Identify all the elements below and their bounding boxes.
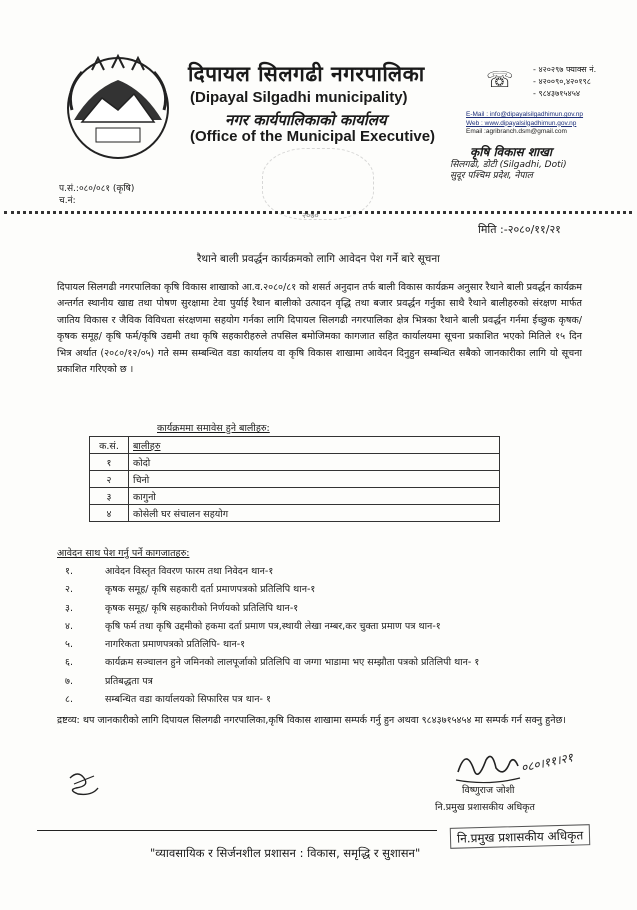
table-cell-name: चिनो: [129, 471, 500, 488]
branch-address-line: सुदूर पश्चिम प्रदेश, नेपाल: [450, 171, 533, 181]
branch-email: Email :agribranch.dsm@gmail.com: [466, 128, 567, 135]
note-paragraph: द्रष्टव्य: थप जानकारीको लागि दिपायल सिलगढी नगरपालिका,कृषि विकास शाखामा सम्पर्क गर्नु हुन अथवा ९८४३७१५४५४ मा सम्पर्क गर्न सक्नु हुनेछ।: [57, 715, 566, 726]
signer-name: विष्णुराज जोशी: [462, 785, 515, 796]
table-header-sn: क.सं.: [90, 437, 129, 454]
table-cell-sn: २: [90, 471, 129, 488]
list-item-text: प्रतिबद्धता पत्र: [105, 675, 153, 687]
list-item-text: नागरिकता प्रमाणपत्रको प्रतिलिपि- थान-१: [105, 639, 246, 651]
reference-number: प.सं.:०८०/०८१ (कृषि): [59, 184, 135, 194]
list-item-number: ८.: [65, 694, 73, 706]
list-item: [65, 600, 585, 618]
list-item: [65, 673, 585, 691]
handwritten-date: ०८०।११।२१: [519, 750, 575, 775]
branch-address-line: सिलगढी, डोटी (Silgadhi, Doti): [450, 160, 567, 170]
phone-number: - ९८४३७१५४५४: [533, 88, 596, 100]
footer-divider: [37, 830, 437, 831]
list-item: [65, 581, 585, 599]
list-item: [65, 563, 585, 581]
table-cell-name: कोदो: [129, 454, 500, 471]
table-cell-sn: ३: [90, 488, 129, 505]
initial-mark: [64, 768, 104, 798]
table-row: [90, 488, 500, 505]
list-item-number: ४.: [65, 620, 73, 632]
telephone-icon: ☏: [486, 68, 514, 93]
designation-stamp: नि.प्रमुख प्रशासकीय अधिकृत: [450, 824, 591, 849]
table-header-name: बालीहरु: [129, 437, 500, 454]
list-item: [65, 618, 585, 636]
municipality-emblem: [62, 50, 174, 162]
list-item: [65, 691, 585, 709]
crops-table: [89, 436, 500, 522]
list-item-number: ७.: [65, 675, 73, 687]
website-link[interactable]: Web : www.dipayalsilgadhimun.gov.np: [466, 119, 577, 127]
phone-number: - ४२०२९७ फ्याक्स नं.: [533, 64, 596, 76]
list-item-number: ६.: [65, 657, 73, 669]
dispatch-number: च.नं:: [59, 196, 76, 206]
list-item-number: ३.: [65, 602, 73, 614]
contact-emails: [466, 111, 583, 137]
notice-date: मिति :-२०८०/११/२१: [478, 223, 561, 236]
list-item-text: कृषि फर्म तथा कृषि उद्दमीको हकमा दर्ता प्रमाण पत्र,स्थायी लेखा नम्बर,कर चुक्ता प्रमाण पत्र थान-१: [105, 620, 441, 632]
email-link[interactable]: E-Mail : info@dipayalsilgadhimun.gov.np: [466, 111, 584, 118]
table-row: [90, 454, 500, 471]
phone-numbers: [533, 64, 596, 100]
table-header-row: [90, 437, 500, 454]
table-cell-sn: ४: [90, 505, 129, 522]
documents-list: [65, 563, 585, 709]
list-item: [65, 636, 585, 654]
crops-caption: कार्यक्रममा समावेस हुने बालीहरु:: [157, 423, 270, 434]
list-item: [65, 654, 585, 672]
documents-caption: आवेदन साथ पेश गर्नु पर्ने कागजातहरु:: [57, 548, 190, 559]
branch-name: कृषि विकास शाखा: [470, 145, 553, 159]
table-cell-sn: १: [90, 454, 129, 471]
notice-body: दिपायल सिलगढी नगरपालिका कृषि विकास शाखाको आ.व.२०८०/८१ को शसर्त अनुदान तर्फ बाली विकास कार्यक्रम अनुसार रैथाने बाली प्रवर्द्धन कार्यक्रम अन्तर्गत स्थानीय खाद्य तथा पोषण सुरक्षामा टेवा पुर्याई रैथान बालीको उत्पादन वृद्धि तथा बजार प्रवर्द्धन गर्नुका साथै रैथाने बालीहरुको संरक्षण मार्फत जातिय विकास र जैविक विविधता संरक्षणमा सहयोग गर्नका लागि दिपायल सिलगढी नगरपालिका क्षेत्र भित्रका रैथाने बाली प्रवर्द्धन गर्नमा ईच्छुक कृषक/कृषक समूह/ कृषि फर्म/कृषि उद्यमी तथा कृषि सहकारीहरुले तपसिल बमोजिमका कागजात सहित कार्यालयमा सूचना प्रकाशित भएको मितिले १५ दिन भित्र अर्थात (२०८०/१२/०५) गते सम्म सम्बन्धित वडा कार्यालय वा कृषि विकास शाखामा आवेदन दिनुहुन सम्बन्धित सबैको जानकारीका लागि यो सूचना प्रकाशित गरिएको छ ।: [57, 282, 582, 376]
table-row: [90, 505, 500, 522]
stamp-number: २०७०: [302, 211, 319, 220]
office-title-en: (Office of the Municipal Executive): [190, 128, 436, 145]
phone-number: - ४२००९०,४२०१९८: [533, 76, 596, 88]
list-item-text: आवेदन विस्तृत विवरण फारम तथा निवेदन थान-१: [105, 566, 274, 577]
notice-subject: रैथाने बाली प्रवर्द्धन कार्यक्रमको लागि आवेदन पेश गर्ने बारे सूचना: [197, 253, 440, 265]
footer-slogan: "व्यावसायिक र सिर्जनशील प्रशासन : विकास, समृद्धि र सुशासन": [150, 846, 421, 860]
municipality-title-np: दिपायल सिलगढी नगरपालिका: [188, 62, 425, 86]
list-item-number: १.: [65, 566, 73, 577]
branch-address: [450, 160, 567, 182]
list-item-text: कृषक समूह/ कृषि सहकारी दर्ता प्रमाणपत्रको प्रतिलिपि थान-१: [105, 584, 316, 596]
municipality-title-en: (Dipayal Silgadhi municipality): [190, 89, 408, 106]
signer-title: नि.प्रमुख प्रशासकीय अधिकृत: [435, 802, 535, 813]
reference-block: [59, 183, 134, 207]
list-item-text: कार्यक्रम सञ्चालन हुने जमिनको लालपूर्जाको प्रतिलिपि वा जग्गा भाडामा भए सम्झौता पत्रको प्रतिलिपी थान- १: [105, 657, 480, 669]
table-row: [90, 471, 500, 488]
table-cell-name: कोसेली घर संचालन सहयोग: [129, 505, 500, 522]
table-cell-name: कागुनो: [129, 488, 500, 505]
list-item-text: कृषक समूह/ कृषि सहकारीको निर्णयको प्रतिलिपि थान-१: [105, 602, 299, 614]
list-item-number: ५.: [65, 639, 73, 651]
office-title-np: नगर कार्यपालिकाको कार्यालय: [225, 111, 387, 129]
list-item-text: सम्बन्धित वडा कार्यालयको सिफारिस पत्र थान- १: [105, 694, 271, 706]
header-divider: [4, 211, 632, 214]
list-item-number: २.: [65, 584, 73, 596]
